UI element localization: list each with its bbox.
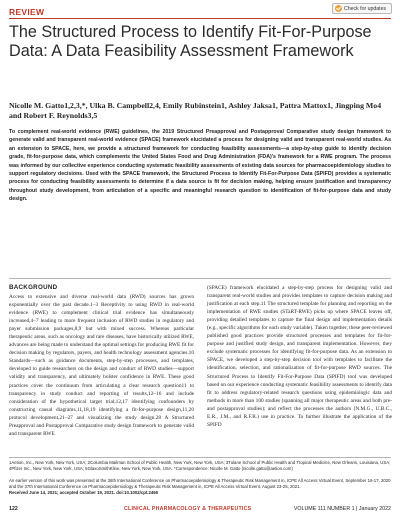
page-footer (9, 506, 391, 516)
background-heading: BACKGROUND (9, 284, 58, 291)
section-divider (9, 278, 391, 279)
abstract: To complement real-world evidence (RWE) guidelines, the 2019 Structured Preapproval and Postapproval Comparative study design framework to generate valid and transparent real-world evidence (SPACE) framework elucidated a process for designing valid and transparent real-world studies. As an extension to SPACE, here, we provide a structured framework for conducting feasibility assessments—a step-by-step guide to identify decision grade, fit-for-purpose data, which complements the United States Food and Drug Administration (FDA)'s framework for a RWE program. The process was informed by our collective experience conducting systematic feasibility assessments of existing data sources for pharmacoepidemiology studies to support regulatory decisions. Used with the SPACE framework, the Structured Process to Identify Fit-For-Purpose Data (SPIFD) provides a systematic process for conducting feasibility assessments to determine if a data source is fit for decision making, helping ensure justification and transparency throughout study development, from articulation of a specific and meaningful research question to identification of fit-for-purpose data and study design. (9, 129, 391, 203)
page-number: 122 (9, 506, 18, 512)
body-column-left: Access to extensive and diverse real-world data (RWD) sources has grown exponentially over the past decade.1–3 Receptivity to using RWD in real-world evidence (RWE) to complement clinical trial evidence has simultaneously increased,4–7 leading to more frequent inclusion of RWD studies in regulatory and payer submission packages,8,9 but with mixed success. Whereas particular therapeutic areas, such as oncology and rare diseases, have historically utilized RWE, advances are being made to understand the optimal settings for producing RWE fit for decision making by regulators, payers, and health technology assessment agencies.10 Standards—such as guidance documents, step-by-step processes, and templates, developed to guide researchers on the design and conduct of RWD studies—support validity and transparency, and ultimately bolster confidence in RWE. These good practices cover the continuum from articulating a clear research question11 to transparency in study conduct and reporting of results,12–16 and include consideration of the hypothetical target trial,12,17 identifying confounders by constructing causal diagrams,11,18,19 identifying a fit-for-purpose design,11,20 protocol development,21–27 and visualizing the study design.28 A Structured Preapproval and Postapproval Comparative study design framework to generate valid and transparent RWE (9, 294, 194, 437)
footnote-rule (9, 457, 391, 458)
presentation-footnote: An earlier version of this work was presented at the 36th International Conference on Pharmacoepidemiology & Therapeutic Risk Management in, ICPE All Access Virtual Event, September 16-17, 2020 and the 37th International Conference on Pharmacoepidemiology & Therapeutic Risk Management in, ICPE All Access Virtual Event, August 23-25, 2021. (9, 478, 391, 489)
check-for-updates-label: Check for updates (344, 5, 387, 12)
section-label: REVIEW (9, 7, 45, 17)
received-dates: Received June 14, 2021; accepted October 19, 2021. doi:10.1002/cpt.2466 (9, 490, 159, 495)
header-rule (9, 18, 391, 19)
volume-info: VOLUME 111 NUMBER 1 | January 2022 (293, 506, 391, 512)
check-for-updates-button[interactable] (332, 3, 392, 14)
body-column-right: (SPACE) framework elucidated a step-by-step process for designing valid and transparent real-world studies and provides templates to capture decision making and justification at each step.11 The structured template for planning and reporting on the implementation of RWE studies (STaRT-RWE) picks up where SPACE leaves off, providing detailed templates to capture the final design and implementation details (e.g., specific algorithms for each study variable). Taken together, these peer-reviewed published good practices provide structured processes and templates for fit-for-purpose and justified study design, and transparent implementation. However, they exclude systematic processes for identifying fit-for-purpose data. As an extension to SPACE, we developed a step-by-step decision tool with templates to facilitate the identification, selection, and rationalization of fit-for-purpose RWD sources. The Structured Process to Identify Fit-For-Purpose Data (SPIFD) tool was developed based on our experience conducting systematic feasibility assessments to identify data fit to address regulatory-related research questions using epidemiologic data and methods in more than 100 studies (spanning all major therapeutic areas and both pre- and postapproval studies); and reflect the processes the authors (N.M.G., U.B.C., E.R., J.M., and R.F.R.) use in practice. To further illustrate the application of the SPIFD (207, 285, 392, 428)
affiliations-footnote: 1Aetion, Inc., New York, New York, USA; 2Columbia Mailman School of Public Health, New York, New York, USA; 3Tulane School of Public Health and Tropical Medicine, New Orleans, Louisiana, USA; 4Pfizer Inc., New York, New York, USA; 5GlaxoSmithKline, New York, New York, USA. *Correspondence: Nicolle M. Gatto (nicolle.gatto@aetion.com) (9, 460, 391, 471)
check-updates-icon (335, 5, 342, 12)
article-title: The Structured Process to Identify Fit-For-Purpose Data: A Data Feasibility Assessment Framework (9, 23, 372, 60)
author-list: Nicolle M. Gatto1,2,3,*, Ulka B. Campbell2,4, Emily Rubinstein1, Ashley Jaksa1, Pattra Mattox1, Jingping Mo4 and Robert F. Reynolds3,5 (9, 101, 382, 120)
journal-name: CLINICAL PHARMACOLOGY & THERAPEUTICS (124, 506, 252, 512)
